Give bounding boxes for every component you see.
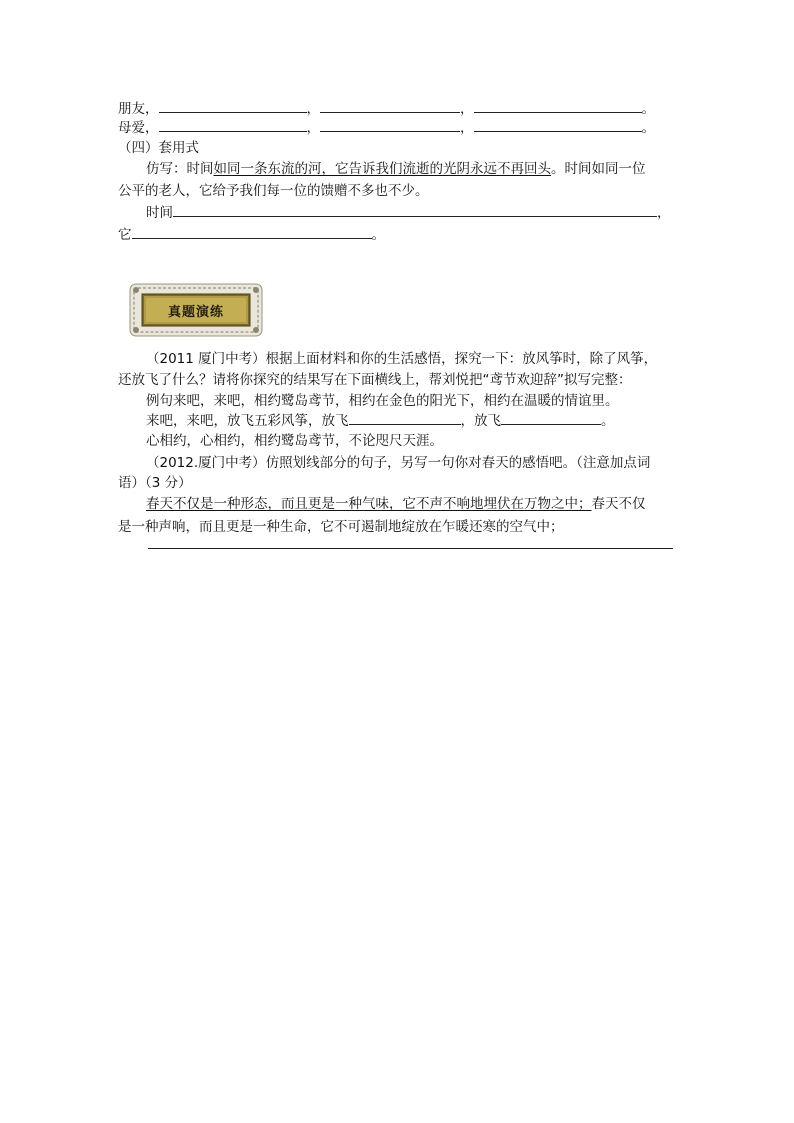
question1-fill-line xyxy=(146,410,706,432)
answer-blank[interactable] xyxy=(349,410,461,425)
answer-line[interactable] xyxy=(148,548,673,549)
section-badge xyxy=(128,282,264,338)
sentence-tail: 春天不仅 xyxy=(591,496,646,512)
question1-example: 例句来吧，来吧，相约鹭岛鸢节，相约在金色的阳光下，相约在温暖的情谊里。 xyxy=(146,393,619,409)
answer-blank[interactable] xyxy=(474,117,642,132)
imitation-example-line2: 公平的老人，它给予我们每一位的馈赠不多也不少。 xyxy=(118,183,429,199)
imitation-tail: 。时间如同一位 xyxy=(551,161,646,177)
underlined-model-sentence: 春天不仅是一种形态，而且更是一种气味，它不声不响地埋伏在万物之中； xyxy=(146,496,592,512)
it-fill-line xyxy=(118,224,678,246)
comma: ， xyxy=(306,120,320,136)
friend-label: 朋友， xyxy=(118,101,159,117)
underlined-model-phrase: 如同一条东流的河，它告诉我们流逝的光阴永远不再回头 xyxy=(213,161,551,177)
time-label: 时间 xyxy=(146,205,173,221)
section-heading: （四）套用式 xyxy=(118,140,199,156)
question2-line2: 语）（3 分） xyxy=(118,475,192,491)
answer-blank[interactable] xyxy=(159,117,307,132)
answer-blank[interactable] xyxy=(173,202,657,217)
question2-sentence1 xyxy=(146,493,706,515)
imitation-prefix: 仿写：时间 xyxy=(146,161,214,177)
imitation-example-line1 xyxy=(146,158,706,180)
answer-blank[interactable] xyxy=(320,117,460,132)
comma: ， xyxy=(657,205,671,221)
answer-blank[interactable] xyxy=(474,98,642,113)
badge-label: 真题演练 xyxy=(167,304,224,320)
answer-blank[interactable] xyxy=(132,224,372,239)
comma: ， xyxy=(306,101,320,117)
time-fill-line xyxy=(146,202,706,224)
question1-closing: 心相约，心相约，相约鹭岛鸢节，不论咫尺天涯。 xyxy=(146,433,443,449)
period: 。 xyxy=(601,413,615,429)
comma: ， xyxy=(460,101,474,117)
period: 。 xyxy=(641,120,655,136)
comma: ， xyxy=(460,120,474,136)
answer-blank[interactable] xyxy=(159,98,307,113)
mother-label: 母爱， xyxy=(118,120,159,136)
question2-line1: （2012.厦门中考）仿照划线部分的句子，另写一句你对春天的感悟吧。（注意加点词 xyxy=(146,455,651,471)
it-label: 它 xyxy=(118,227,132,243)
period: 。 xyxy=(641,101,655,117)
question1-line2: 还放飞了什么？请将你探究的结果写在下面横线上，帮刘悦把“鸢节欢迎辞”拟写完整： xyxy=(118,372,632,388)
question2-sentence2: 是一种声响，而且更是一种生命，它不可遏制地绽放在乍暖还寒的空气中； xyxy=(118,519,564,535)
mother-fill-line xyxy=(118,117,678,139)
fill-mid: ，放飞 xyxy=(460,413,501,429)
period: 。 xyxy=(371,227,385,243)
answer-blank[interactable] xyxy=(501,410,601,425)
fill-prefix: 来吧，来吧，放飞五彩风筝，放飞 xyxy=(146,413,349,429)
answer-blank[interactable] xyxy=(320,98,460,113)
question1-line1: （2011 厦门中考）根据上面材料和你的生活感悟，探究一下：放风筝时，除了风筝， xyxy=(146,351,658,367)
